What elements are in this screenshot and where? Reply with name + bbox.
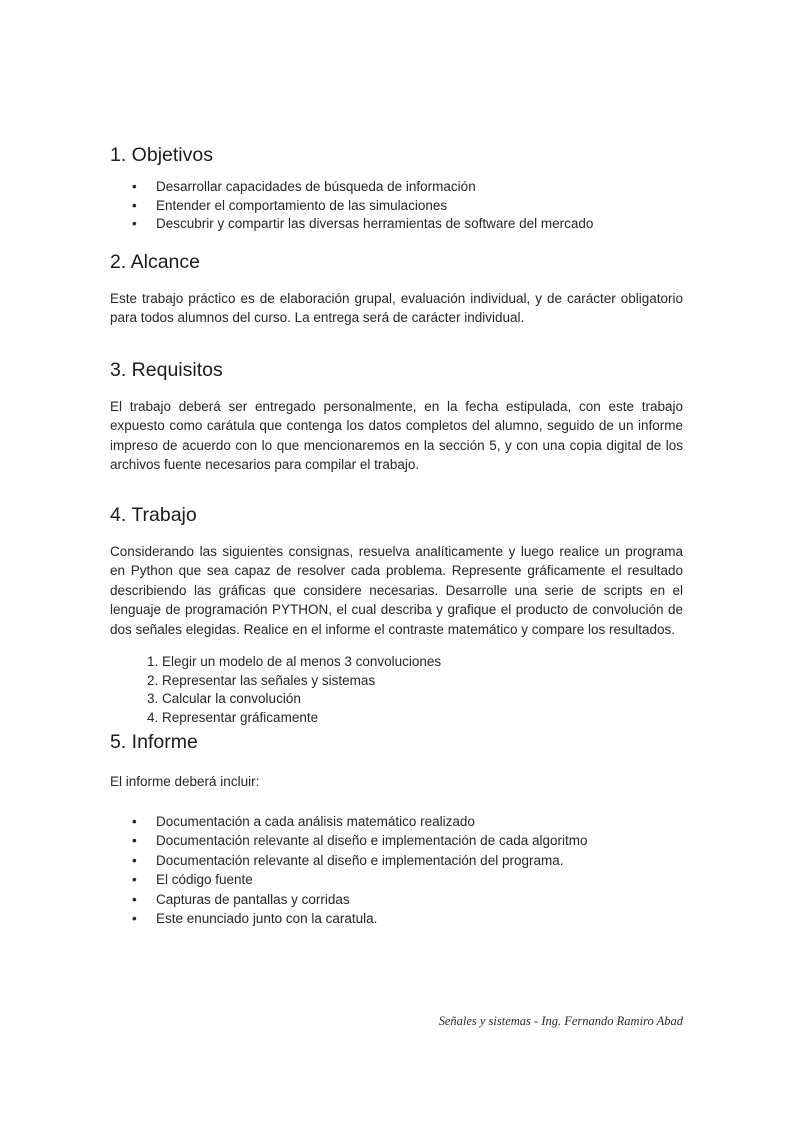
bullet-icon [132,851,137,871]
section-alcance [110,250,683,328]
list-item [110,890,683,910]
list-item-text: Desarrollar capacidades de búsqueda de información [156,179,476,194]
list-item [110,851,683,871]
section-requisitos [110,358,683,475]
section-heading-trabajo: 4. Trabajo [110,503,197,526]
bullet-icon [132,197,137,216]
informe-intro: El informe deberá incluir: [110,774,260,789]
list-item [110,909,683,929]
list-item [110,215,683,234]
bullet-icon [132,890,137,910]
list-item [110,178,683,197]
list-item: 2. Representar las señales y sistemas [147,672,376,688]
bullet-icon [132,215,137,234]
list-item-text: Documentación relevante al diseño e implementación del programa. [156,852,564,868]
list-item-text: Descubrir y compartir las diversas herramientas de software del mercado [156,216,594,231]
trabajo-paragraph: Considerando las siguientes consignas, resuelva analíticamente y luego realice un programa en Python que sea capaz de resolver cada problema. Represente gráficamente el resultado describiendo las gráficas que considere necesarias. Desarrolle una serie de scripts en el lenguaje de programación PYTHON, el cual describa y grafique el producto de convolución de dos señales elegidas. Realice en el informe el contraste matemático y compare los resultados. [110,543,683,637]
section-informe [110,730,683,929]
bullet-icon [132,812,137,832]
bullet-icon [132,831,137,851]
trabajo-numbered-list [110,653,683,727]
bullet-icon [132,178,137,197]
list-item [110,831,683,851]
section-heading-alcance: 2. Alcance [110,250,200,273]
bullet-icon [132,909,137,929]
section-heading-informe: 5. Informe [110,731,198,753]
list-item-text: Entender el comportamiento de las simulaciones [156,197,448,213]
list-item: 1. Elegir un modelo de al menos 3 convoluciones [147,654,442,669]
informe-bullet-list [110,812,683,929]
list-item: 3. Calcular la convolución [147,691,301,706]
list-item-text: El código fuente [156,872,253,887]
list-item-text: Documentación relevante al diseño e implementación de cada algoritmo [156,833,588,848]
list-item-text: Documentación a cada análisis matemático realizado [156,813,475,829]
list-item: 4. Representar gráficamente [147,709,319,725]
list-item [110,197,683,216]
objetivos-bullet-list [110,178,683,234]
requisitos-paragraph: El trabajo deberá ser entregado personalmente, en la fecha estipulada, con este trabajo expuesto como carátula que contenga los datos completos del alumno, seguido de un informe impreso de acuerdo con lo que mencionaremos en la sección 5, y con una copia digital de los archivos fuente necesarios para compilar el trabajo. [110,398,683,472]
bullet-icon [132,870,137,890]
list-item-text: Capturas de pantallas y corridas [156,891,350,907]
alcance-paragraph: Este trabajo práctico es de elaboración grupal, evaluación individual, y de carácter obligatorio para todos alumnos del curso. La entrega será de carácter individual. [110,290,683,325]
section-trabajo [110,503,683,728]
list-item [110,870,683,890]
list-item-text: Este enunciado junto con la caratula. [156,911,378,926]
list-item [110,812,683,832]
section-objetivos [110,143,683,234]
section-heading-requisitos: 3. Requisitos [110,358,223,381]
section-heading-objetivos: 1. Objetivos [110,144,213,166]
footer-credit: Señales y sistemas - Ing. Fernando Ramiro Abad [438,1014,683,1028]
